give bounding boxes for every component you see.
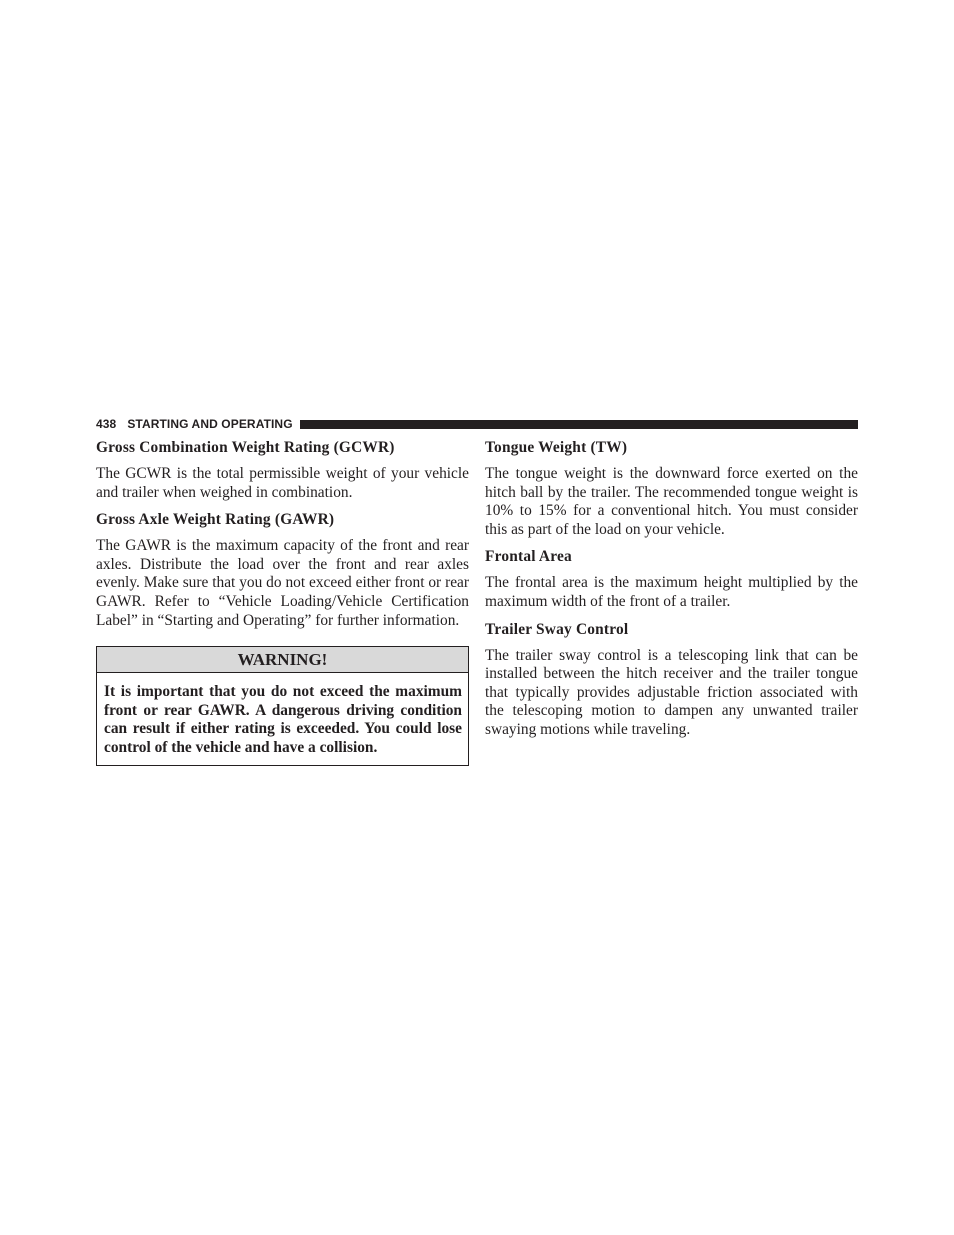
- trailer-sway-paragraph: The trailer sway control is a telescoping link that can be installed between the hitch receiver and the trailer tongue that typically provides adjustable friction associated with the telescoping motion to dampen any unwanted trailer swaying motions while traveling.: [485, 646, 858, 738]
- header-rule: [300, 420, 858, 429]
- page-header: [96, 417, 858, 431]
- warning-box: [96, 646, 469, 765]
- gawr-heading: Gross Axle Weight Rating (GAWR): [96, 511, 335, 529]
- page-number: 438: [96, 417, 117, 431]
- tongue-weight-paragraph: The tongue weight is the downward force exerted on the hitch ball by the trailer. The recommended tongue weight is 10% to 15% for a conventional hitch. You must consider this as part of the load on your vehicle.: [485, 465, 858, 538]
- gcwr-paragraph: The GCWR is the total permissible weight of your vehicle and trailer when weighed in combination.: [96, 465, 469, 501]
- frontal-area-heading: Frontal Area: [485, 548, 572, 566]
- gcwr-heading: Gross Combination Weight Rating (GCWR): [96, 439, 395, 456]
- gawr-paragraph: The GAWR is the maximum capacity of the front and rear axles. Distribute the load over the front and rear axles evenly. Make sure that you do not exceed either front or rear GAWR. Refer to “Vehicle Loading/Vehicle Certification Label” in “Starting and Operating” for further information.: [96, 537, 469, 629]
- right-column: [485, 438, 858, 748]
- section-title: STARTING AND OPERATING: [127, 417, 293, 431]
- left-column: [96, 438, 469, 766]
- tongue-weight-heading: Tongue Weight (TW): [485, 439, 628, 456]
- trailer-sway-heading: Trailer Sway Control: [485, 620, 629, 638]
- warning-text: It is important that you do not exceed the maximum front or rear GAWR. A dangerous driving condition can result if either rating is exceeded. You could lose control of the vehicle and have a collision.: [104, 683, 462, 756]
- frontal-area-paragraph: The frontal area is the maximum height multiplied by the maximum width of the front of a trailer.: [485, 574, 858, 610]
- warning-title: WARNING!: [97, 647, 468, 673]
